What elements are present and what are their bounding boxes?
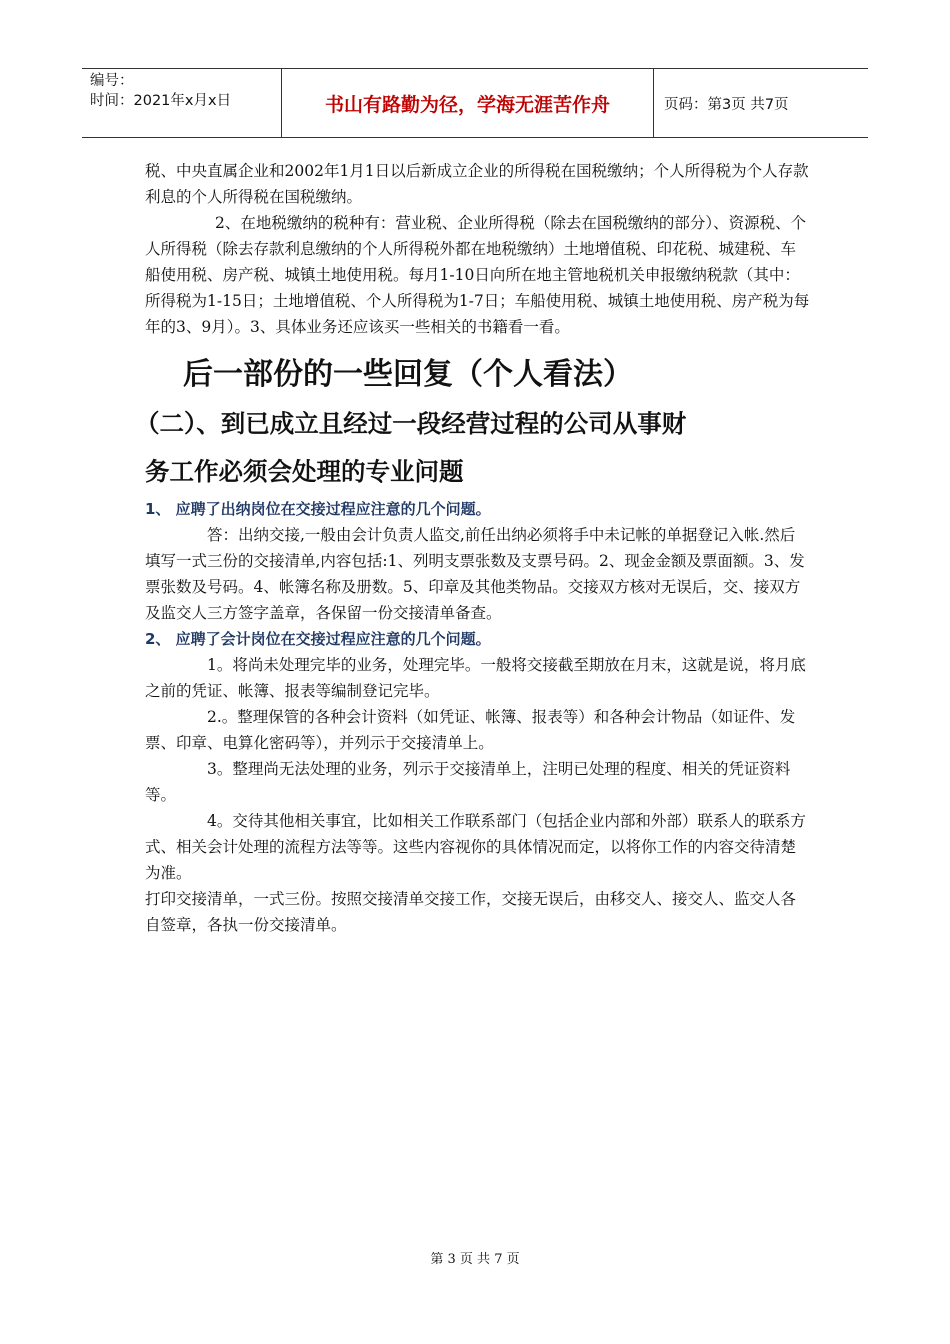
time-label: 时间：2021年x月x日: [90, 93, 232, 109]
document-body: [135, 158, 810, 938]
heading-line-1: （二）、到已成立且经过一段经营过程的公司从事财: [135, 409, 687, 438]
paragraph-1: 税、中央直属企业和2002年1月1日以后新成立企业的所得税在国税缴纳；个人所得税为个人存款利息的个人所得税在国税缴纳。: [145, 162, 809, 206]
section2-item: 4。交待其他相关事宜，比如相关工作联系部门（包括企业内部和外部）联系人的联系方式、相关会计处理的流程方法等等。这些内容视你的具体情况而定，以将你工作的内容交待清楚为准。: [145, 812, 806, 882]
page-header: [82, 68, 868, 138]
paragraph-2: 2、在地税缴纳的税种有：营业税、企业所得税（除去在国税缴纳的部分）、资源税、个人所得税（除去存款利息缴纳的个人所得税外都在地税缴纳）土地增值税、印花税、城建税、车船使用税、房产税、城镇土地使用税。每月1-10日向所在地主管地税机关申报缴纳税款（其中：所得税为1-15日；土地增值税、个人所得税为1-7日；车船使用税、城镇土地使用税、房产税为每年的3、9月）。3、具体业务还应该买一些相关的书籍看一看。: [145, 214, 810, 336]
number-label: 编号：: [90, 73, 134, 89]
section1-answer: 答：出纳交接,一般由会计负责人监交,前任出纳必须将手中未记帐的单据登记入帐.然后填写一式三份的交接清单,内容包括:1、列明支票张数及支票号码。2、现金金额及票面额。3、发票张数及号码。4、帐簿名称及册数。5、印章及其他类物品。交接双方核对无误后，交、接双方及监交人三方签字盖章，各保留一份交接清单备查。: [145, 526, 805, 622]
section1-title: 1、 应聘了出纳岗位在交接过程应注意的几个问题。: [145, 500, 491, 518]
section2-item: 1。将尚未处理完毕的业务，处理完毕。一般将交接截至期放在月末，这就是说，将月底之前的凭证、帐簿、报表等编制登记完毕。: [145, 656, 806, 700]
page-footer: 第 3 页 共 7 页: [430, 1252, 520, 1267]
heading-line-2: 务工作必须会处理的专业问题: [145, 457, 464, 486]
section2-item: 2.。整理保管的各种会计资料（如凭证、帐簿、报表等）和各种会计物品（如证件、发票、印章、电算化密码等），并列示于交接清单上。: [145, 708, 796, 752]
section2-title: 2、 应聘了会计岗位在交接过程应注意的几个问题。: [145, 630, 491, 648]
header-page-label: 页码：第3页 共7页: [664, 96, 789, 113]
section2-item: 3。整理尚无法处理的业务，列示于交接清单上，注明已处理的程度、相关的凭证资料等。: [145, 760, 791, 804]
section2-closing: 打印交接清单，一式三份。按照交接清单交接工作，交接无误后，由移交人、接交人、监交人各自签章，各执一份交接清单。: [145, 890, 797, 934]
header-motto: 书山有路勤为径，学海无涯苦作舟: [282, 69, 654, 137]
heading-section-two: [135, 400, 810, 496]
header-meta: [82, 69, 282, 137]
heading-big: 后一部份的一些回复（个人看法）: [183, 357, 633, 392]
